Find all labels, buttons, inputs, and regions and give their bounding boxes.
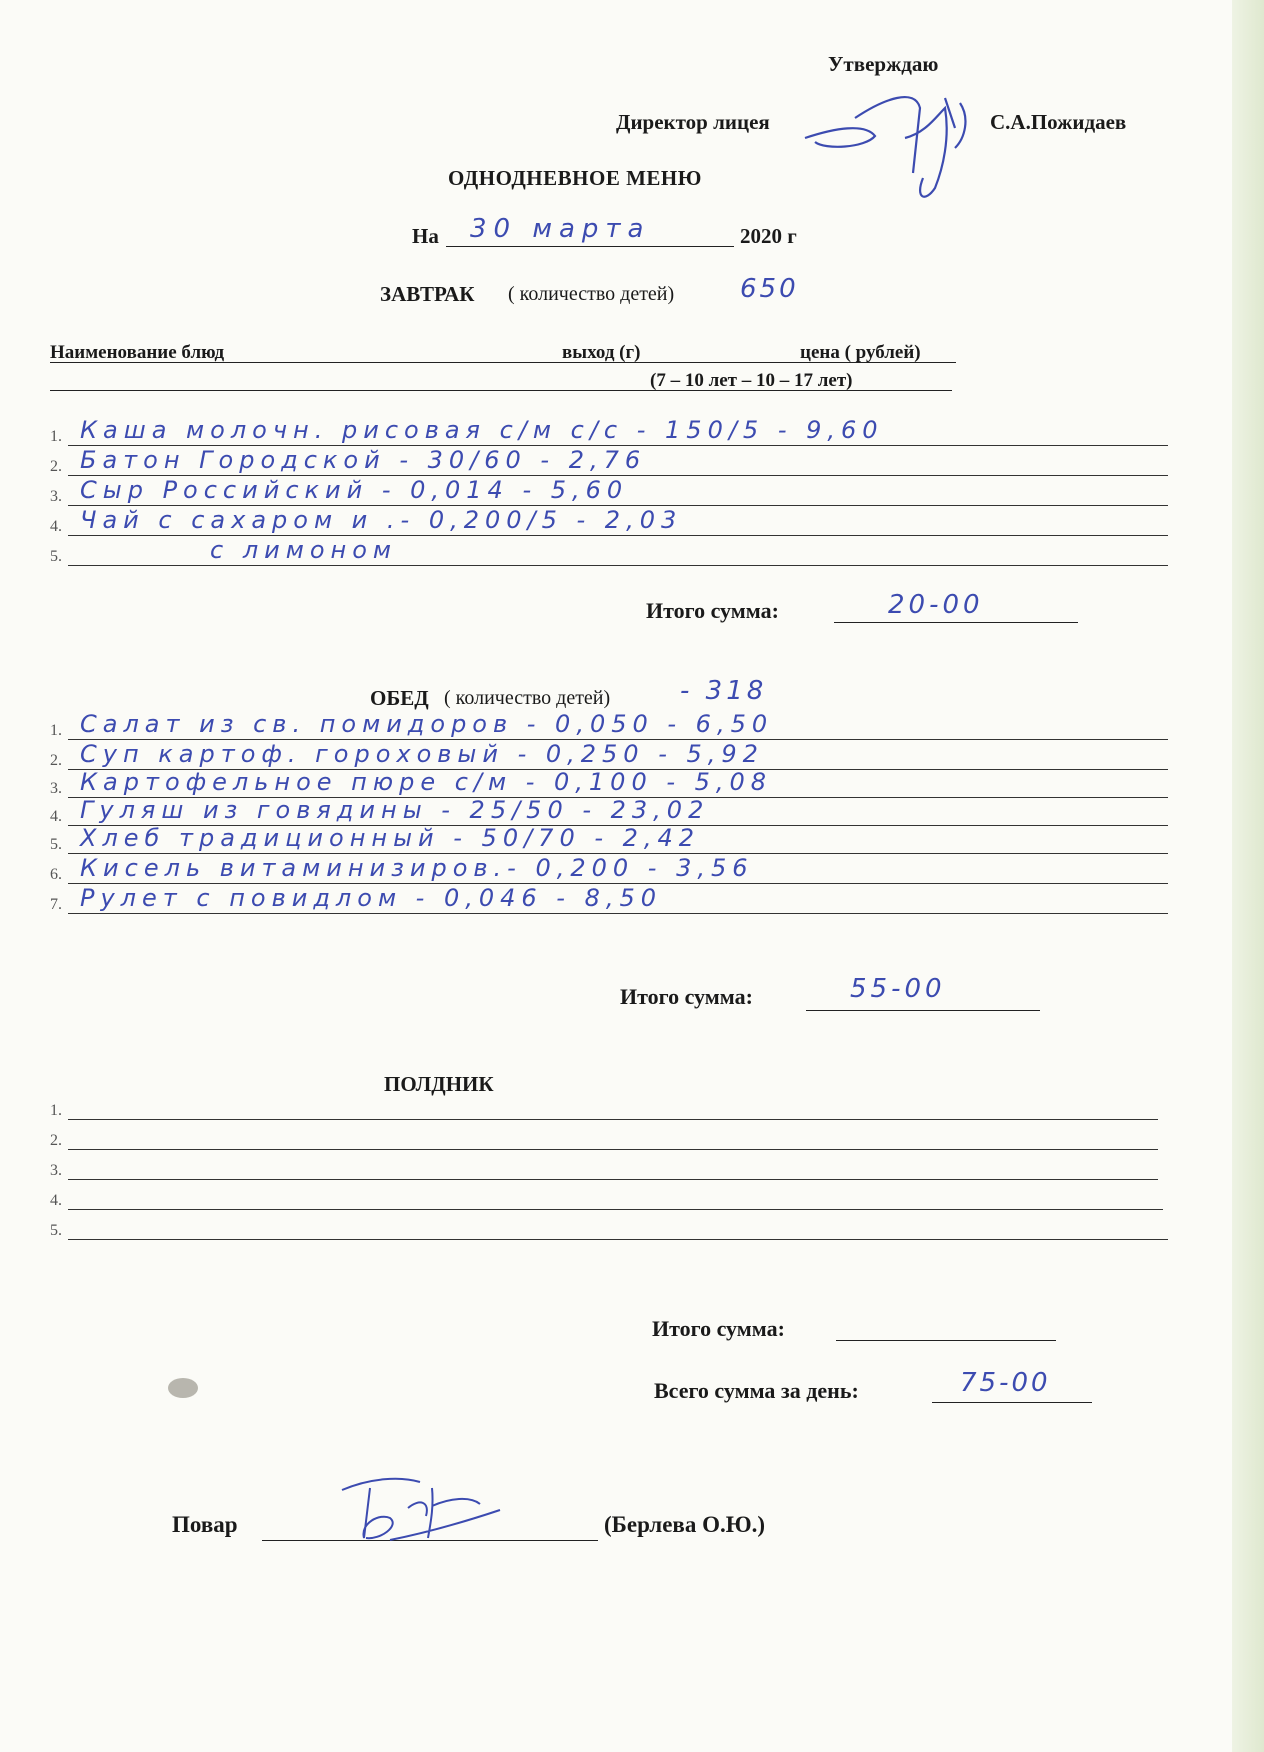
row-number: 4. [50, 808, 62, 825]
row-text: с лимоном [210, 536, 398, 564]
date-underline [446, 246, 734, 247]
row-number: 1. [50, 1102, 62, 1119]
list-item [50, 856, 1170, 884]
lunch-count-label: ( количество детей) [444, 687, 611, 709]
lunch-total-underline [806, 1010, 1040, 1011]
breakfast-total-label: Итого сумма: [646, 598, 779, 623]
list-item [50, 1212, 1170, 1240]
row-line [68, 1119, 1158, 1120]
list-item [50, 1152, 1160, 1180]
col-ages: (7 – 10 лет – 10 – 17 лет) [650, 370, 853, 391]
list-item [50, 826, 1170, 854]
ages-underline [50, 390, 952, 391]
lunch-total: 55-00 [850, 974, 946, 1004]
lunch-count: - 318 [680, 676, 768, 706]
header-underline [50, 362, 956, 363]
snack-heading: ПОЛДНИК [384, 1072, 494, 1096]
row-number: 4. [50, 1192, 62, 1209]
cook-label: Повар [172, 1512, 238, 1537]
cook-name: (Берлева О.Ю.) [604, 1512, 766, 1537]
row-text: Кисель витаминизиров.- 0,200 - 3,56 [80, 854, 754, 882]
row-number: 5. [50, 1222, 62, 1239]
col-yield: выход (г) [562, 342, 641, 363]
lunch-total-label: Итого сумма: [620, 984, 753, 1009]
list-item [50, 1122, 1160, 1150]
row-text: Сыр Российский - 0,014 - 5,60 [80, 476, 629, 504]
lunch-heading: ОБЕД [370, 686, 429, 710]
date-year: 2020 г [740, 224, 797, 248]
row-number: 5. [50, 836, 62, 853]
breakfast-count: 650 [740, 274, 799, 304]
director-label: Директор лицея [616, 110, 770, 134]
col-price: цена ( рублей) [800, 342, 921, 363]
list-item [50, 478, 1170, 506]
row-number: 3. [50, 1162, 62, 1179]
row-text: Картофельное пюре с/м - 0,100 - 5,08 [80, 768, 773, 796]
row-number: 3. [50, 780, 62, 797]
row-text: Суп картоф. гороховый - 0,250 - 5,92 [80, 740, 764, 768]
row-number: 7. [50, 896, 62, 913]
row-line [68, 565, 1168, 566]
row-number: 1. [50, 428, 62, 445]
breakfast-total: 20-00 [888, 590, 984, 620]
list-item [50, 770, 1170, 798]
date-value: 30 марта [470, 214, 651, 244]
row-text: Батон Городской - 30/60 - 2,76 [80, 446, 647, 474]
page-edge [1232, 0, 1264, 1752]
director-signature [795, 78, 995, 208]
list-item [50, 418, 1170, 446]
day-total-value: 75-00 [960, 1368, 1051, 1398]
row-number: 2. [50, 1132, 62, 1149]
breakfast-total-underline [834, 622, 1078, 623]
cook-signature [330, 1468, 510, 1548]
row-number: 1. [50, 722, 62, 739]
row-line [68, 1239, 1168, 1240]
row-number: 4. [50, 518, 62, 535]
ink-smudge [168, 1378, 198, 1398]
row-line [68, 1209, 1163, 1210]
snack-total-label: Итого сумма: [652, 1316, 785, 1341]
director-name: С.А.Пожидаев [990, 110, 1127, 134]
row-text: Рулет с повидлом - 0,046 - 8,50 [80, 884, 663, 912]
snack-total-underline [836, 1340, 1056, 1341]
approved-label: Утверждаю [828, 52, 939, 76]
row-line [68, 1179, 1158, 1180]
list-item [50, 508, 1170, 536]
list-item [50, 798, 1170, 826]
breakfast-count-label: ( количество детей) [508, 283, 675, 305]
row-text: Гуляш из говядины - 25/50 - 23,02 [80, 796, 710, 824]
row-line [68, 1149, 1158, 1150]
date-prefix: На [412, 224, 439, 248]
page-title: ОДНОДНЕВНОЕ МЕНЮ [448, 166, 702, 190]
row-text: Хлеб традиционный - 50/70 - 2,42 [80, 824, 701, 852]
list-item [50, 448, 1170, 476]
list-item [50, 1092, 1160, 1120]
col-dish-name: Наименование блюд [50, 342, 225, 363]
list-item [50, 886, 1170, 914]
list-item [50, 1182, 1160, 1210]
breakfast-heading: ЗАВТРАК [380, 282, 475, 306]
list-item [50, 712, 1170, 740]
row-text: Чай с сахаром и .- 0,200/5 - 2,03 [80, 506, 683, 534]
row-line [68, 913, 1168, 914]
row-text: Каша молочн. рисовая с/м с/с - 150/5 - 9,60 [80, 416, 884, 444]
list-item [50, 742, 1170, 770]
row-number: 3. [50, 488, 62, 505]
row-number: 6. [50, 866, 62, 883]
day-total-underline [932, 1402, 1092, 1403]
day-total-label: Всего сумма за день: [654, 1378, 859, 1403]
row-number: 2. [50, 458, 62, 475]
row-number: 2. [50, 752, 62, 769]
list-item [50, 538, 1170, 566]
row-number: 5. [50, 548, 62, 565]
row-text: Салат из св. помидоров - 0,050 - 6,50 [80, 710, 774, 738]
